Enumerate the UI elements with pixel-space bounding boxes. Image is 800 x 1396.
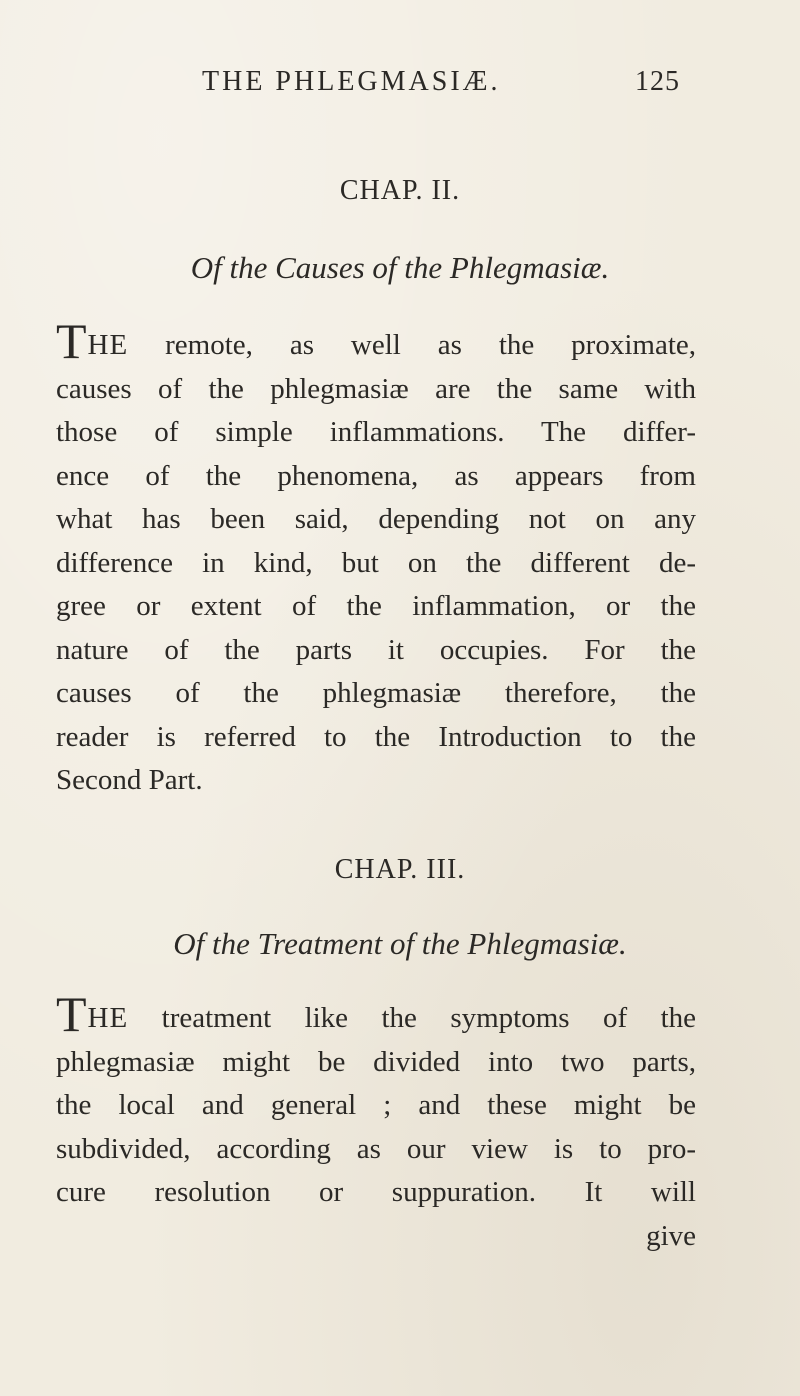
chapter-2-heading: CHAP. II. <box>339 175 461 206</box>
chapter-2-title: Of the Causes of the Phlegmasiæ. <box>190 250 610 285</box>
paragraph-line: causes of the phlegmasiæ therefore, the <box>56 677 696 709</box>
paragraph-line: Second Part. <box>56 764 203 796</box>
paragraph-line: what has been said, depending not on any <box>56 503 696 535</box>
paragraph-line: reader is referred to the Introduction to the <box>56 720 696 753</box>
page-number: 125 <box>635 66 680 97</box>
chapter-2-paragraph <box>56 313 696 803</box>
first-word-rest: HE <box>87 329 129 361</box>
paragraph-line: cure resolution or suppuration. It will <box>56 1176 696 1208</box>
paragraph-line: difference in kind, but on the different de- <box>56 546 696 579</box>
first-word-rest: HE <box>87 1002 129 1034</box>
paragraph-line: gree or extent of the inflammation, or the <box>56 590 696 622</box>
paragraph-line <box>56 313 696 369</box>
paragraph-line: phlegmasiæ might be divided into two parts, <box>56 1045 696 1078</box>
drop-cap: T <box>56 986 87 1042</box>
paragraph-line <box>56 986 696 1042</box>
chapter-3-title: Of the Treatment of the Phlegmasiæ. <box>173 926 627 961</box>
paragraph-line: subdivided, according as our view is to pro- <box>56 1132 696 1165</box>
paragraph-line: causes of the phlegmasiæ are the same with <box>56 372 696 405</box>
drop-cap: T <box>56 313 87 369</box>
paragraph-line: nature of the parts it occupies. For the <box>56 633 696 666</box>
paragraph-line: ence of the phenomena, as appears from <box>56 459 696 492</box>
paragraph-line: those of simple inflammations. The differ- <box>56 416 696 448</box>
line-text: remote, as well as the proximate, <box>165 329 696 361</box>
paragraph-line: the local and general ; and these might be <box>56 1089 696 1121</box>
running-head-title: THE PHLEGMASIÆ. <box>202 66 501 97</box>
running-head <box>0 66 800 106</box>
line-text: treatment like the symptoms of the <box>161 1002 696 1034</box>
chapter-3-paragraph <box>56 986 696 1258</box>
chapter-3-heading: CHAP. III. <box>334 854 466 885</box>
catchword: give <box>646 1219 696 1252</box>
